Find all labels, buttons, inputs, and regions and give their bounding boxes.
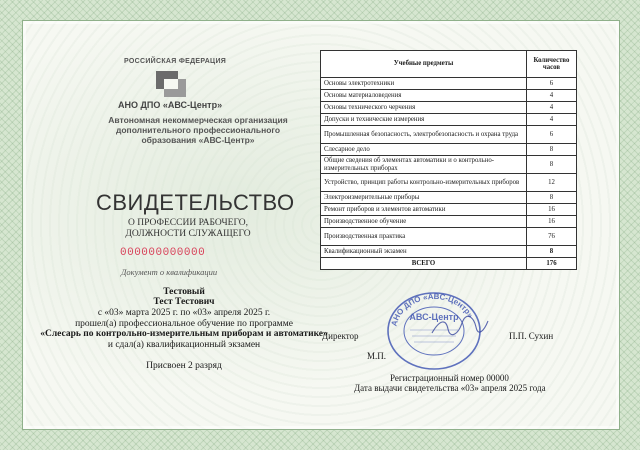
hours-cell: 8 xyxy=(527,246,577,258)
country-label: РОССИЙСКАЯ ФЕДЕРАЦИЯ xyxy=(124,58,227,65)
hours-cell: 8 xyxy=(527,144,577,156)
subjects-column-header: Учебные предметы xyxy=(321,51,527,78)
director-name: П.П. Сухин xyxy=(509,331,554,341)
registration-number: Регистрационный номер 00000 xyxy=(390,373,509,383)
document-type-note: Документ о квалификации xyxy=(121,267,218,277)
table-row xyxy=(321,246,577,258)
certificate-title: СВИДЕТЕЛЬСТВО xyxy=(96,190,295,215)
hours-cell: 12 xyxy=(527,174,577,192)
subject-cell: Ремонт приборов и элементов автоматики xyxy=(321,204,527,216)
certificate-number: 000000000000 xyxy=(120,247,206,259)
subject-cell: Основы технического черчения xyxy=(321,102,527,114)
director-label: Директор xyxy=(322,331,359,341)
table-total-row xyxy=(321,258,577,270)
hours-cell: 8 xyxy=(527,192,577,204)
subjects-table xyxy=(320,50,577,270)
subject-cell: Допуски и технические измерения xyxy=(321,114,527,126)
issue-date: Дата выдачи свидетельства «03» апреля 2025 года xyxy=(354,383,546,393)
seal-place-label: М.П. xyxy=(367,351,387,361)
signature-icon xyxy=(430,315,490,337)
subject-cell: Производственное обучение xyxy=(321,216,527,228)
hours-cell: 4 xyxy=(527,102,577,114)
table-row xyxy=(321,228,577,246)
hours-cell: 6 xyxy=(527,78,577,90)
hours-cell: 16 xyxy=(527,204,577,216)
table-row xyxy=(321,144,577,156)
svg-text:АНО ДПО «АВС-Центр»: АНО ДПО «АВС-Центр» xyxy=(389,291,476,328)
completed-text: прошел(а) профессиональное обучение по программе xyxy=(75,319,293,329)
exam-text: и сдал(а) квалификационный экзамен xyxy=(107,340,261,350)
table-row xyxy=(321,216,577,228)
total-hours-cell: 176 xyxy=(527,258,577,270)
subject-cell: Квалификационный экзамен xyxy=(321,246,527,258)
holder-name: Тест Тестович xyxy=(153,297,215,307)
table-row xyxy=(321,126,577,144)
org-full-name: Автономная некоммерческая организация дополнительного профессионального образования «АВС-Центр» xyxy=(108,115,288,145)
table-row xyxy=(321,90,577,102)
hours-cell: 4 xyxy=(527,114,577,126)
table-row xyxy=(321,156,577,174)
table-row xyxy=(321,78,577,90)
certificate-subtitle: О ПРОФЕССИИ РАБОЧЕГО, ДОЛЖНОСТИ СЛУЖАЩЕГО xyxy=(125,218,251,239)
subject-cell: Промышленная безопасность, электробезопасность и охрана труда xyxy=(321,126,527,144)
hours-cell: 16 xyxy=(527,216,577,228)
subject-cell: Слесарное дело xyxy=(321,144,527,156)
hours-cell: 8 xyxy=(527,156,577,174)
hours-column-header: Количество часов xyxy=(527,51,577,78)
subject-cell: Устройство, принцип работы контрольно-измерительных приборов xyxy=(321,174,527,192)
subject-cell: Общие сведения об элементах автоматики и о контрольно-измерительных приборах xyxy=(321,156,527,174)
org-logo-icon xyxy=(156,71,186,97)
hours-cell: 6 xyxy=(527,126,577,144)
total-label-cell: ВСЕГО xyxy=(321,258,527,270)
subject-cell: Основы электротехники xyxy=(321,78,527,90)
subject-cell: Основы материаловедения xyxy=(321,90,527,102)
hours-cell: 4 xyxy=(527,90,577,102)
rank-text: Присвоен 2 разряд xyxy=(146,361,222,371)
holder-surname: Тестовый xyxy=(163,287,205,297)
svg-text:АВС-Центр: АВС-Центр xyxy=(409,312,459,322)
table-row xyxy=(321,114,577,126)
program-name: «Слесарь по контрольно-измерительным приборам и автоматике» xyxy=(40,329,328,339)
table-row xyxy=(321,204,577,216)
table-row xyxy=(321,174,577,192)
org-short-name: АНО ДПО «АВС-Центр» xyxy=(118,100,223,110)
subject-cell: Производственная практика xyxy=(321,228,527,246)
table-row xyxy=(321,192,577,204)
training-dates: с «03» марта 2025 г. по «03» апреля 2025 г. xyxy=(97,308,271,318)
table-row xyxy=(321,102,577,114)
hours-cell: 76 xyxy=(527,228,577,246)
subject-cell: Электроизмерительные приборы xyxy=(321,192,527,204)
